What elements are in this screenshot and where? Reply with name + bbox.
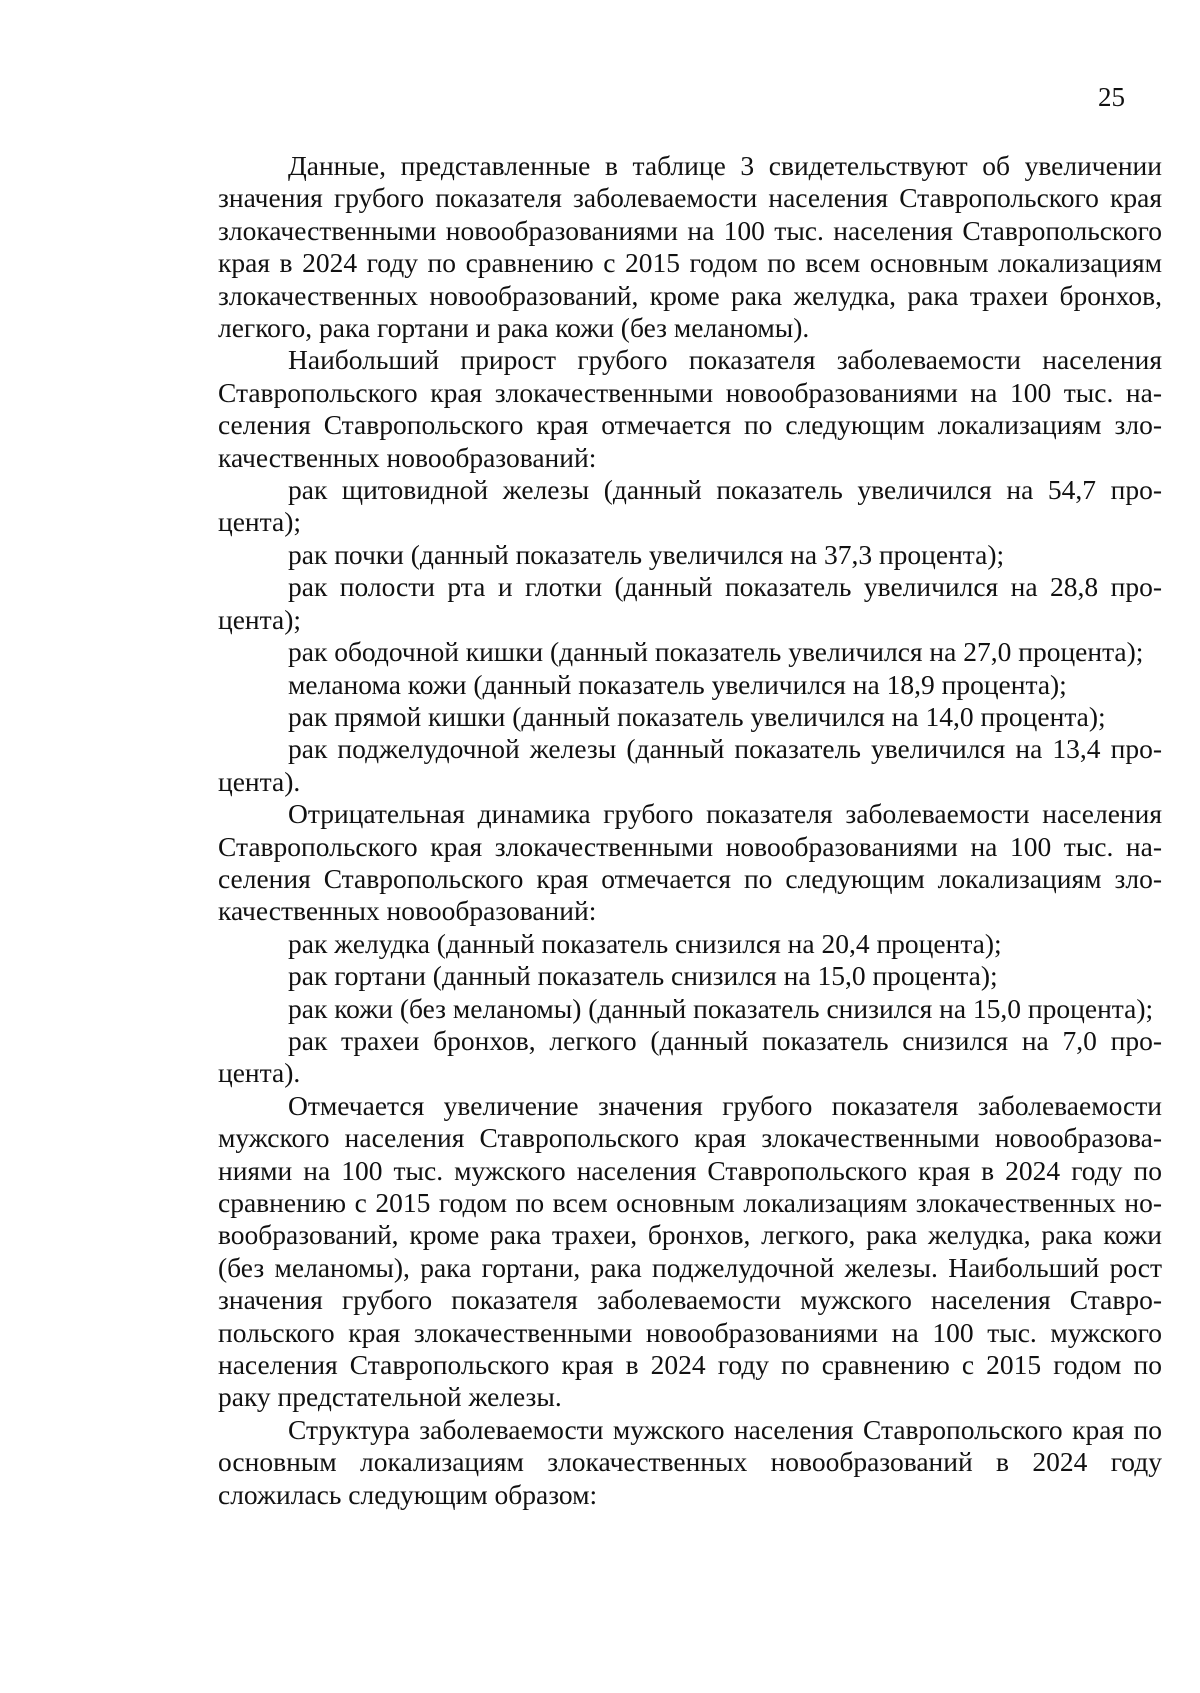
list-item-growth: рак полости рта и глотки (данный показатель увеличился на 28,8 процента); xyxy=(218,571,1162,635)
paragraph-male-increase: Отмечается увеличение значения грубого показателя заболеваемости мужского населения Ставропольского края злокачественными новообразованиями на 100 тыс. мужского населения Ставропольского края в 2024 году по сравнению с 2015 годом по всем основным локализациям злокачественных новообразований, кроме рака трахеи, бронхов, легкого, рака желудка, рака кожи (без меланомы), рака гортани, рака поджелудочной железы. Наибольший рост значения грубого показателя заболеваемости мужского населения Ставропольского края злокачественными новообразованиями на 100 тыс. мужского населения Ставропольского края в 2024 году по сравнению с 2015 годом по раку предстательной железы. xyxy=(218,1089,1162,1413)
list-item-decline: рак гортани (данный показатель снизился на 15,0 процента); xyxy=(288,960,998,992)
list-item-growth: рак поджелудочной железы (данный показатель увеличился на 13,4 процента). xyxy=(218,733,1162,797)
list-item-growth: рак почки (данный показатель увеличился на 37,3 процента); xyxy=(288,538,1005,570)
list-item-decline: рак трахеи бронхов, легкого (данный показатель снизился на 7,0 процента). xyxy=(218,1024,1162,1089)
list-item-growth: меланома кожи (данный показатель увеличился на 18,9 процента); xyxy=(288,668,1067,700)
list-item-decline: рак желудка (данный показатель снизился на 20,4 процента); xyxy=(288,927,1002,959)
list-item-growth: рак прямой кишки (данный показатель увеличился на 14,0 процента); xyxy=(288,700,1106,732)
list-item-growth: рак щитовидной железы (данный показатель увеличился на 54,7 процента); xyxy=(218,474,1162,538)
paragraph-growth-intro: Наибольший прирост грубого показателя заболеваемости населения Ставропольского края злокачественными новообразованиями на 100 тыс. населения Ставропольского края отмечается по следующим локализациям злокачественных новообразований: xyxy=(218,344,1162,473)
list-item-decline: рак кожи (без меланомы) (данный показатель снизился на 15,0 процента); xyxy=(288,992,1154,1024)
paragraph-decline-intro: Отрицательная динамика грубого показателя заболеваемости населения Ставропольского края злокачественными новообразованиями на 100 тыс. населения Ставропольского края отмечается по следующим локализациям злокачественных новообразований: xyxy=(218,798,1162,927)
paragraph-intro: Данные, представленные в таблице 3 свидетельствуют об увеличении значения грубого показателя заболеваемости населения Ставропольского края злокачественными новообразованиями на 100 тыс. населения Ставропольского края в 2024 году по сравнению с 2015 годом по всем основным локализациям злокачественных новообразований, кроме рака желудка, рака трахеи бронхов, легкого, рака гортани и рака кожи (без меланомы). xyxy=(218,150,1162,344)
document-body xyxy=(218,150,1162,1511)
list-item-growth: рак ободочной кишки (данный показатель увеличился на 27,0 процента); xyxy=(288,636,1144,668)
page-number: 25 xyxy=(1098,82,1125,112)
paragraph-male-structure: Структура заболеваемости мужского населения Ставропольского края по основным локализациям злокачественных новообразований в 2024 году сложилась следующим образом: xyxy=(218,1413,1162,1510)
